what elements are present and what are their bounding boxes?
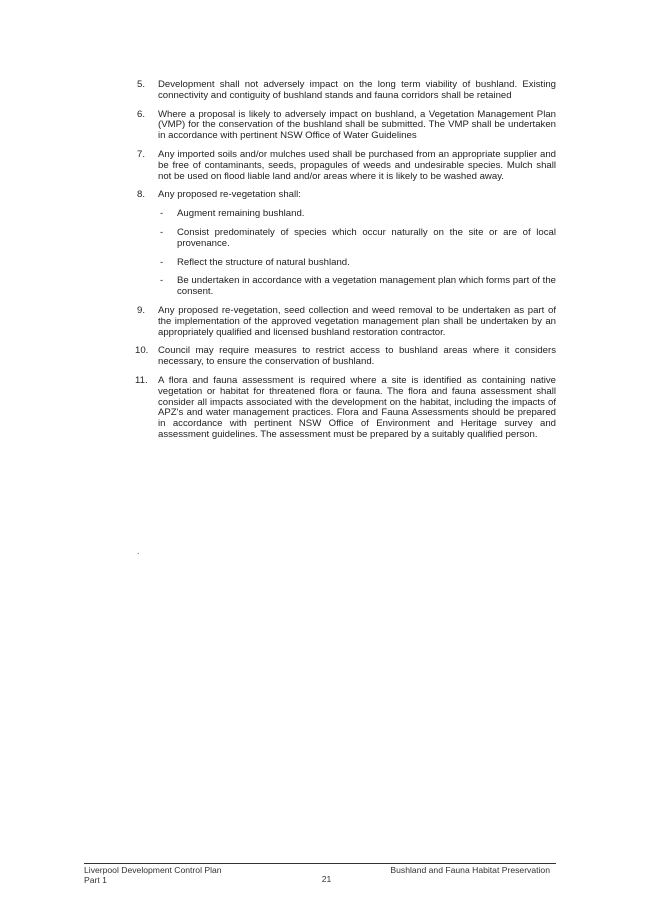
item-text: Where a proposal is likely to adversely impact on bushland, a Vegetation Management Plan (VMP) for the conservation of the bushland shall be submitted. The VMP shall be undertaken in accordance with pertinent NSW Office of Water Guidelines [158, 108, 556, 142]
item-text: Any proposed re-vegetation shall: [158, 189, 301, 201]
footer-section-title: Bushland and Fauna Habitat Preservation [390, 865, 550, 875]
sub-list-item [158, 228, 556, 250]
item-number: 7. [137, 148, 146, 160]
item-number: 11. [135, 374, 148, 386]
item-number: 10. [135, 345, 149, 357]
sub-item-text: Reflect the structure of natural bushland. [177, 256, 350, 268]
footer-part: Part 1 [84, 874, 107, 885]
sub-list-item [158, 276, 556, 298]
item-number: 9. [137, 304, 146, 316]
item-text: Council may require measures to restrict access to bushland areas where it considers necessary, to ensure the conservation of bushland. [158, 345, 556, 368]
sub-list-item [158, 258, 556, 269]
dash-bullet: - [160, 226, 164, 238]
sub-item-text: Consist predominately of species which occur naturally on the site or are of local provenance. [177, 226, 556, 249]
item-text: A flora and fauna assessment is required where a site is identified as containing native vegetation or habitat for threatened flora or fauna. The flora and fauna assessment shall consider all impacts associated with the development on the habitat, including the impacts of APZ's and water management practices. Flora and Fauna Assessments should be prepared in accordance with pertinent NSW Office of Environment and Heritage survey and assessment guidelines. The assessment must be prepared by a suitably qualified person. [158, 374, 556, 440]
requirements-list [137, 80, 556, 449]
item-number: 5. [137, 79, 146, 90]
list-item [137, 150, 556, 182]
page-number: 21 [321, 874, 332, 884]
footer-divider [84, 863, 556, 864]
list-item [137, 306, 556, 338]
item-number: 6. [137, 108, 146, 120]
item-text: Any proposed re-vegetation, seed collection and weed removal to be undertaken as part of the implementation of the approved vegetation management plan shall be undertaken by an appropriately qualified and licensed bushland restoration contractor. [158, 304, 556, 338]
item-text: Any imported soils and/or mulches used shall be purchased from an appropriate supplier and be free of contaminants, seeds, propagules of weeds and undesirable species. Mulch shall not be used on flood liable land and/or areas where it is likely to be washed away. [158, 148, 556, 182]
sub-list-item [158, 209, 556, 220]
footer-document-title: Liverpool Development Control Plan [84, 865, 222, 875]
list-item [137, 376, 556, 441]
stray-mark: . [137, 546, 140, 556]
dash-bullet: - [160, 275, 164, 287]
list-item [137, 190, 556, 298]
item-number: 8. [137, 189, 146, 201]
dash-bullet: - [160, 208, 164, 220]
item-text: Development shall not adversely impact on the long term viability of bushland. Existing connectivity and contiguity of bushland stands and fauna corridors shall be retained [158, 79, 556, 101]
sub-item-text: Be undertaken in accordance with a vegetation management plan which forms part of the consent. [177, 275, 556, 298]
list-item [137, 80, 556, 102]
list-item [137, 346, 556, 368]
list-item [137, 110, 556, 142]
dash-bullet: - [160, 256, 164, 268]
sub-item-text: Augment remaining bushland. [177, 208, 305, 220]
